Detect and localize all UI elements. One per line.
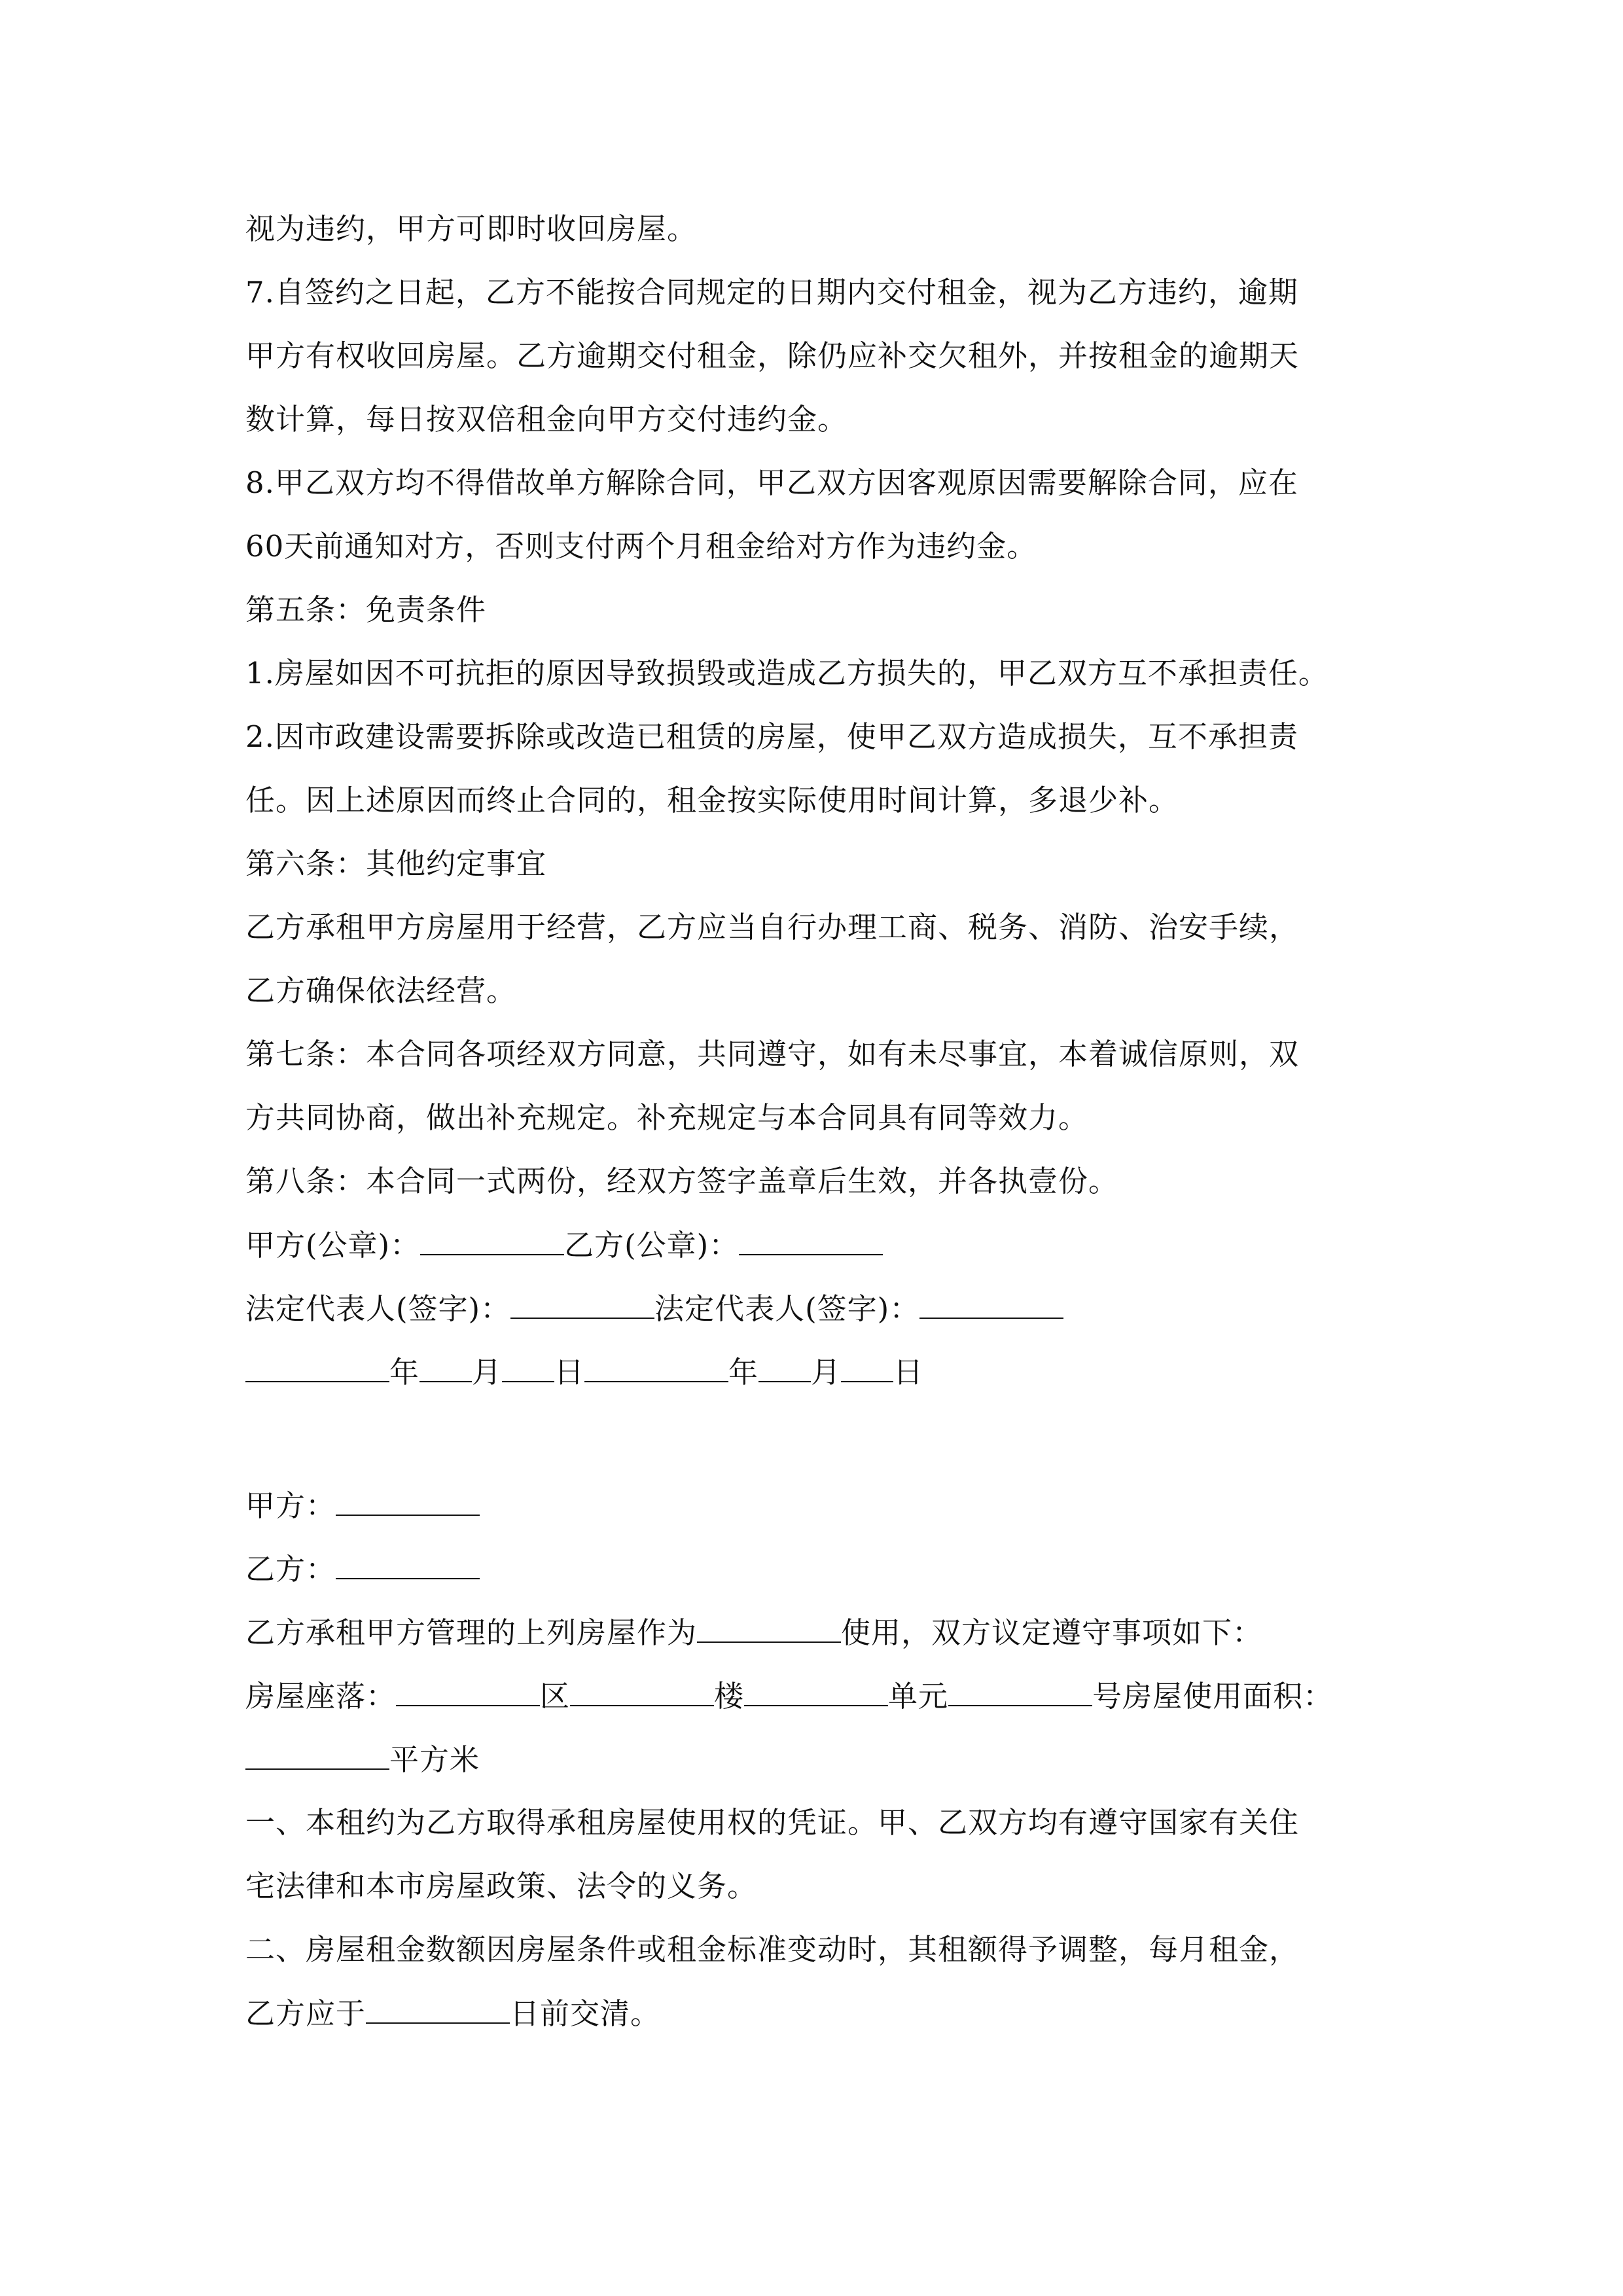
section-heading: 第六条：其他约定事宜 [245, 846, 547, 881]
area-line [245, 1740, 1410, 1779]
district-label: 区 [540, 1679, 571, 1713]
month-blank[interactable] [419, 1352, 472, 1382]
party-a-seal-label: 甲方(公章)： [245, 1228, 421, 1263]
location-label: 房屋座落： [245, 1679, 397, 1713]
rent-due-line [245, 1994, 1410, 2033]
month-blank[interactable] [758, 1352, 811, 1382]
party-b-seal-blank[interactable] [739, 1225, 883, 1255]
paragraph-line: 数计算，每日按双倍租金向甲方交付违约金。 [245, 402, 848, 437]
paragraph-line: 乙方承租甲方房屋用于经营，乙方应当自行办理工商、税务、消防、治安手续， [245, 910, 1300, 944]
day-label: 日 [893, 1355, 924, 1390]
usage-text-end: 使用，双方议定遵守事项如下： [841, 1615, 1263, 1650]
day-blank[interactable] [841, 1352, 893, 1382]
section-heading: 第五条：免责条件 [245, 592, 487, 627]
year-label: 年 [389, 1355, 420, 1390]
rent-due-text-end: 日前交清。 [510, 1996, 661, 2031]
usage-blank[interactable] [697, 1613, 841, 1643]
signature-seal-line [245, 1225, 1410, 1265]
party-b-line [245, 1549, 1410, 1588]
party-a-blank[interactable] [336, 1486, 480, 1516]
year-label: 年 [728, 1355, 759, 1390]
paragraph-line: 一、本租约为乙方取得承租房屋使用权的凭证。甲、乙双方均有遵守国家有关住 [245, 1805, 1300, 1840]
party-a-label: 甲方： [245, 1488, 336, 1523]
party-b-seal-label: 乙方(公章)： [564, 1228, 740, 1263]
month-label: 月 [811, 1355, 842, 1390]
building-label: 楼 [714, 1679, 745, 1713]
area-unit: 平方米 [389, 1742, 480, 1777]
paragraph-line: 方共同协商，做出补充规定。补充规定与本合同具有同等效力。 [245, 1100, 1089, 1135]
paragraph-line: 宅法律和本市房屋政策、法令的义务。 [245, 1869, 758, 1903]
unit-label: 单元 [888, 1679, 949, 1713]
area-label: 号房屋使用面积： [1092, 1679, 1334, 1713]
paragraph-line: 乙方确保依法经营。 [245, 973, 517, 1008]
year-blank[interactable] [245, 1352, 389, 1382]
paragraph-line: 2.因市政建设需要拆除或改造已租赁的房屋，使甲乙双方造成损失，互不承担责 [245, 719, 1298, 754]
paragraph-line: 1.房屋如因不可抗拒的原因导致损毁或造成乙方损失的，甲乙双方互不承担责任。 [245, 656, 1329, 691]
year-blank[interactable] [584, 1352, 728, 1382]
paragraph-line: 7.自签约之日起，乙方不能按合同规定的日期内交付租金，视为乙方违约，逾期 [245, 275, 1298, 310]
paragraph-line: 视为违约，甲方可即时收回房屋。 [245, 211, 698, 246]
party-b-blank[interactable] [336, 1549, 480, 1579]
usage-line [245, 1613, 1410, 1652]
paragraph-line: 8.甲乙双方均不得借故单方解除合同，甲乙双方因客观原因需要解除合同，应在 [245, 465, 1298, 500]
rent-due-text-start: 乙方应于 [245, 1996, 366, 2031]
district-blank[interactable] [396, 1676, 540, 1706]
party-a-seal-blank[interactable] [420, 1225, 564, 1255]
date-line [245, 1352, 1410, 1391]
day-label: 日 [554, 1355, 585, 1390]
location-line [245, 1676, 1410, 1715]
room-number-blank[interactable] [948, 1676, 1092, 1706]
party-a-line [245, 1486, 1410, 1525]
unit-blank[interactable] [744, 1676, 888, 1706]
paragraph-line: 任。因上述原因而终止合同的，租金按实际使用时间计算，多退少补。 [245, 783, 1179, 817]
paragraph-line: 60天前通知对方，否则支付两个月租金给对方作为违约金。 [245, 529, 1037, 564]
legal-rep-line [245, 1289, 1410, 1328]
paragraph-line: 第七条：本合同各项经双方同意，共同遵守，如有未尽事宜，本着诚信原则，双 [245, 1037, 1300, 1071]
legal-rep-label: 法定代表人(签字)： [245, 1291, 511, 1326]
usage-text-start: 乙方承租甲方管理的上列房屋作为 [245, 1615, 698, 1650]
day-blank[interactable] [502, 1352, 554, 1382]
paragraph-line: 甲方有权收回房屋。乙方逾期交付租金，除仍应补交欠租外，并按租金的逾期天 [245, 338, 1300, 373]
paragraph-line: 第八条：本合同一式两份，经双方签字盖章后生效，并各执壹份。 [245, 1164, 1119, 1198]
paragraph-line: 二、房屋租金数额因房屋条件或租金标准变动时，其租额得予调整，每月租金， [245, 1932, 1300, 1967]
legal-rep-label: 法定代表人(签字)： [654, 1291, 920, 1326]
rent-due-blank[interactable] [366, 1994, 510, 2024]
month-label: 月 [472, 1355, 503, 1390]
area-blank[interactable] [245, 1740, 389, 1770]
party-b-label: 乙方： [245, 1552, 336, 1587]
legal-rep-a-blank[interactable] [510, 1289, 654, 1319]
building-blank[interactable] [570, 1676, 714, 1706]
legal-rep-b-blank[interactable] [919, 1289, 1063, 1319]
